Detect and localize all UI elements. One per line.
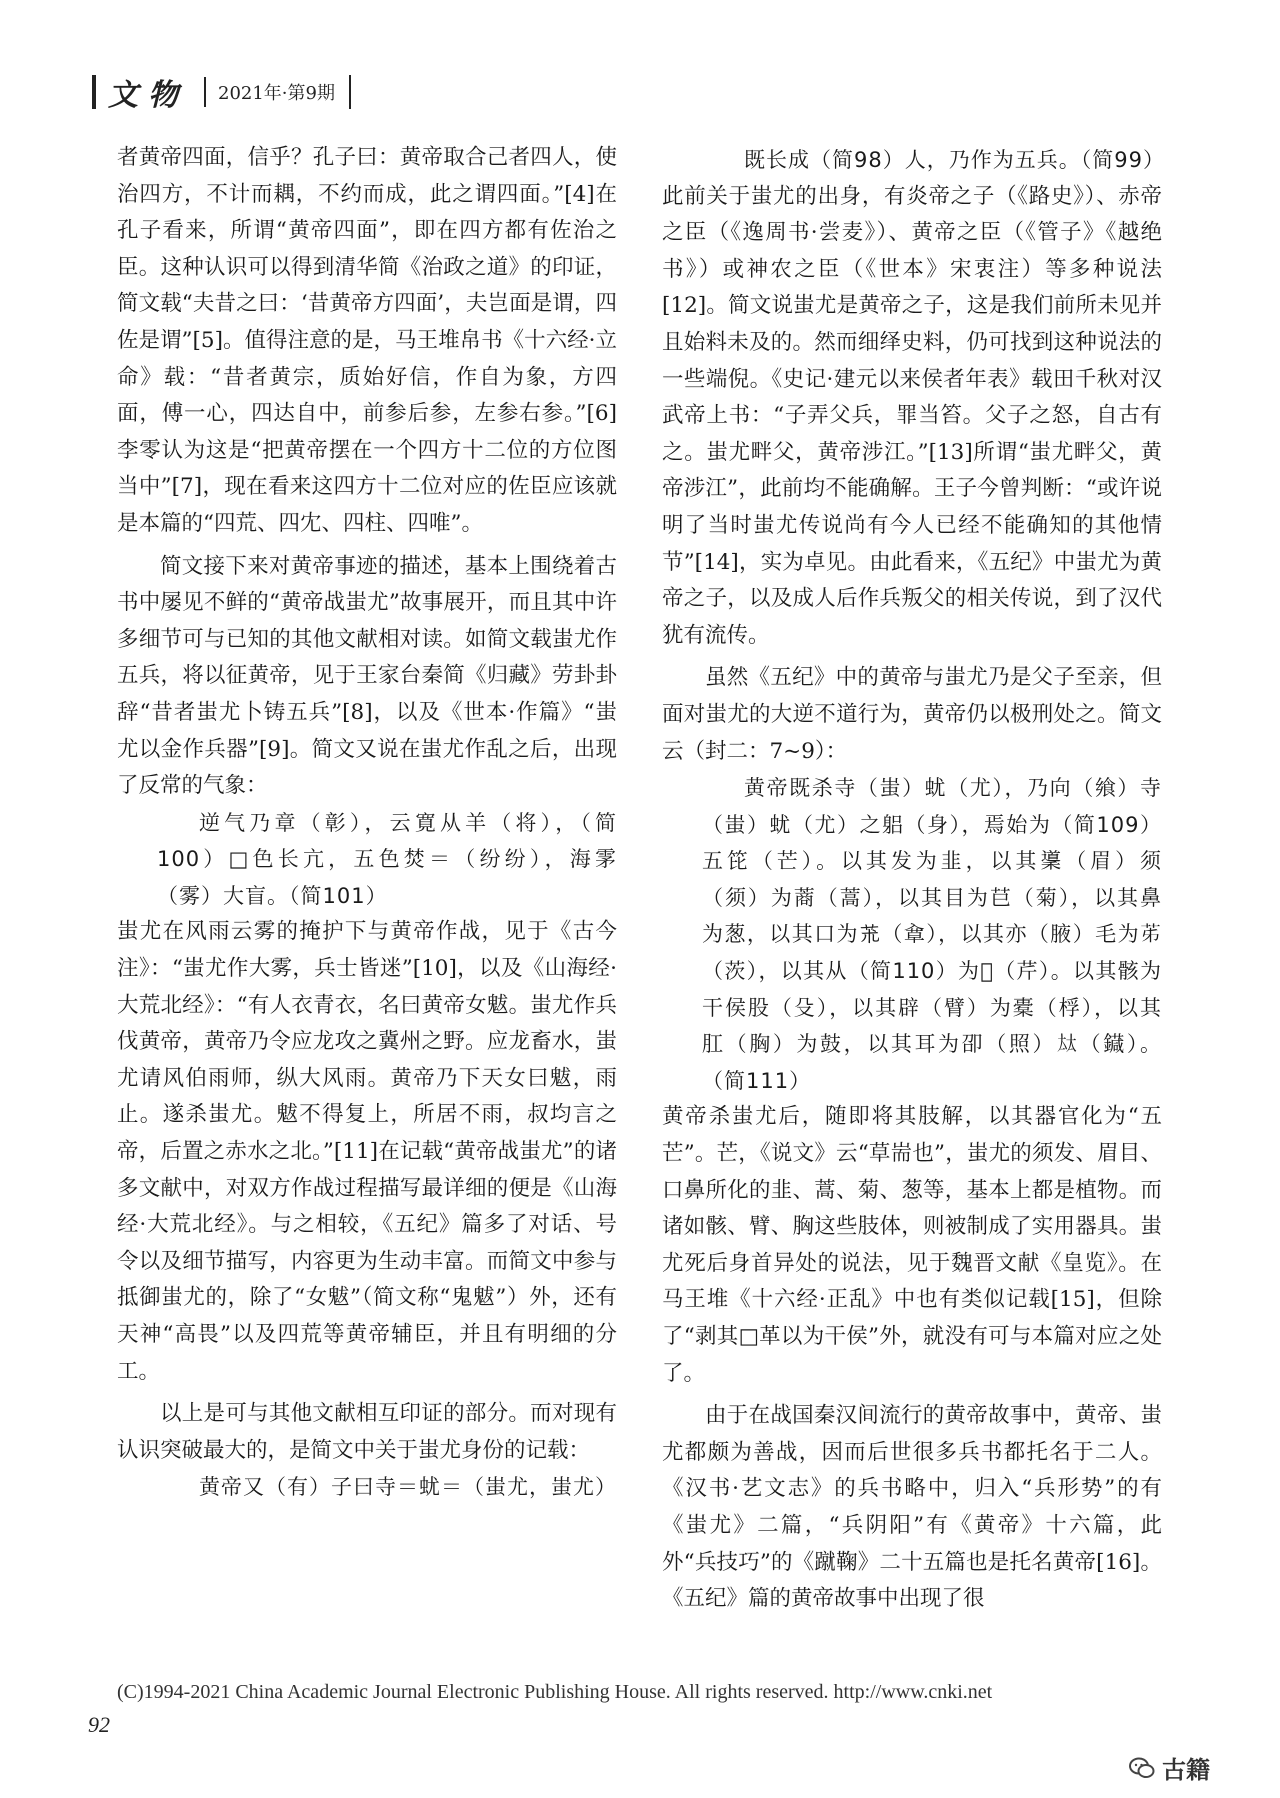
paragraph: 虽然《五纪》中的黄帝与蚩尤乃是父子至亲，但面对蚩尤的大逆不道行为，黄帝仍以极刑处之。简文云（封二：7~9）： <box>662 665 1162 764</box>
wechat-icon <box>1128 1756 1156 1780</box>
header-bar-left <box>92 75 96 109</box>
paragraph: 由于在战国秦汉间流行的黄帝故事中，黄帝、蚩尤都颇为善战，因而后世很多兵书都托名于二人。《汉书·艺文志》的兵书略中，归入“兵形势”的有《蚩尤》二篇，“兵阴阳”有《黄帝》十六篇，此外“兵技巧”的《蹴鞠》二十五篇也是托名黄帝[16]。《五纪》篇的黄帝故事中出现了很 <box>662 1403 1162 1612</box>
paragraph: 者黄帝四面，信乎？孔子曰：黄帝取合己者四人，使治四方，不计而耦，不约而成，此之谓四面。”[4]在孔子看来，所谓“黄帝四面”，即在四方都有佐治之臣。这种认识可以得到清华简《治政之道》的印证，简文载“夫昔之曰：‘昔黄帝方四面’，夫岂面是谓，四佐是谓”[5]。值得注意的是，马王堆帛书《十六经·立命》载：“昔者黄宗，质始好信，作自为象，方四面，傅一心，四达自中，前参后参，左参右参。”[6]李零认为这是“把黄帝摆在一个四方十二位的方位图当中”[7]，现在看来这四方十二位对应的佐臣应该就是本篇的“四荒、四冘、四柱、四唯”。 <box>117 145 617 536</box>
quoted-excerpt: 逆气乃章（彰），云寛从羊（将），（简100）□色长亢，五色焚＝（纷纷），海雺（雾）大盲。（简101） <box>157 810 617 908</box>
right-column <box>662 140 1165 1618</box>
watermark-text: 古籍 <box>1162 1756 1210 1784</box>
issue-label: 2021年·第9期 <box>218 83 335 104</box>
paragraph: 简文接下来对黄帝事迹的描述，基本上围绕着古书中屡见不鲜的“黄帝战蚩尤”故事展开，而且其中许多细节可与已知的其他文献相对读。如简文载蚩尤作五兵，将以征黄帝，见于王家台秦简《归藏》劳卦卦辞“昔者蚩尤卜铸五兵”[8]，以及《世本·作篇》“蚩尤以金作兵器”[9]。简文又说在蚩尤作乱之后，出现了反常的气象： <box>117 553 617 799</box>
quoted-excerpt: 既长成（简98）人，乃作为五兵。（简99） <box>744 148 1165 172</box>
running-header <box>92 70 351 114</box>
header-divider <box>204 77 206 107</box>
paragraph: 以上是可与其他文献相互印证的部分。而对现有认识突破最大的，是简文中关于蚩尤身份的记载： <box>117 1401 617 1463</box>
copyright-notice: (C)1994-2021 China Academic Journal Electronic Publishing House. All rights reserved. http://www.cnki.net <box>117 1681 993 1703</box>
quoted-excerpt: 黄帝又（有）子曰寺＝蚘＝（蚩尤，蚩尤） <box>199 1475 617 1500</box>
page-number: 92 <box>88 1712 110 1737</box>
left-column <box>117 140 617 1506</box>
paragraph: 黄帝杀蚩尤后，随即将其肢解，以其器官化为“五芒”。芒，《说文》云“草耑也”，蚩尤的须发、眉目、口鼻所化的韭、蒿、菊、葱等，基本上都是植物。而诸如骸、臂、胸这些肢体，则被制成了实用器具。蚩尤死后身首异处的说法，见于魏晋文献《皇览》。在马王堆《十六经·正乱》中也有类似记载[15]，但除了“剥其□革以为干侯”外，就没有可与本篇对应之处了。 <box>662 1104 1162 1386</box>
paragraph: 蚩尤在风雨云雾的掩护下与黄帝作战，见于《古今注》：“蚩尤作大雾，兵士皆迷”[10]，以及《山海经·大荒北经》：“有人衣青衣，名曰黄帝女魃。蚩尤作兵伐黄帝，黄帝乃令应龙攻之冀州之野。应龙畜水，蚩尤请风伯雨师，纵大风雨。黄帝乃下天女曰魃，雨止。遂杀蚩尤。魃不得复上，所居不雨，叔均言之帝，后置之赤水之北。”[11]在记载“黄帝战蚩尤”的诸多文献中，对双方作战过程描写最详细的便是《山海经·大荒北经》。与之相较，《五纪》篇多了对话、号令以及细节描写，内容更为生动丰富。而简文中参与抵御蚩尤的，除了“女魃”（简文称“鬼魃”）外，还有天神“高畏”以及四荒等黄帝辅臣，并且有明细的分工。 <box>117 919 617 1384</box>
quoted-excerpt: 黄帝既杀寺（蚩）蚘（尤），乃向（飨）寺（蚩）蚘（尤）之躳（身），焉始为（简109）五笓（芒）。以其发为韭，以其䆃（眉）须（须）为蔏（蒿），以其目为𦬊（菊），以其鼻为葱，以其口为𦬸（䓥），以其亦（腋）毛为𦬷（茨），以其从（简110）为𧃁（芹）。以其骸为干侯股（殳），以其辟（臂）为橐（桴），以其肛（胸）为鼓，以其耳为卲（照）𡘋（䥠）。（简111） <box>702 776 1162 1093</box>
journal-title: 文物 <box>108 78 188 113</box>
paragraph: 此前关于蚩尤的出身，有炎帝之子（《路史》）、赤帝之臣（《逸周书·尝麦》）、黄帝之臣（《管子》《越绝书》）或神农之臣（《世本》宋衷注）等多种说法[12]。简文说蚩尤是黄帝之子，这是我们前所未见并且始料未及的。然而细绎史料，仍可找到这种说法的一些端倪。《史记·建元以来侯者年表》载田千秋对汉武帝上书：“子弄父兵，罪当笞。父子之怒，自古有之。蚩尤畔父，黄帝涉江。”[13]所谓“蚩尤畔父，黄帝涉江”，此前均不能确解。王子今曾判断：“或许说明了当时蚩尤传说尚有今人已经不能确知的其他情节”[14]，实为卓见。由此看来，《五纪》中蚩尤为黄帝之子，以及成人后作兵叛父的相关传说，到了汉代犹有流传。 <box>662 183 1162 648</box>
wechat-watermark <box>1128 1750 1210 1785</box>
header-bar-right <box>349 75 351 109</box>
